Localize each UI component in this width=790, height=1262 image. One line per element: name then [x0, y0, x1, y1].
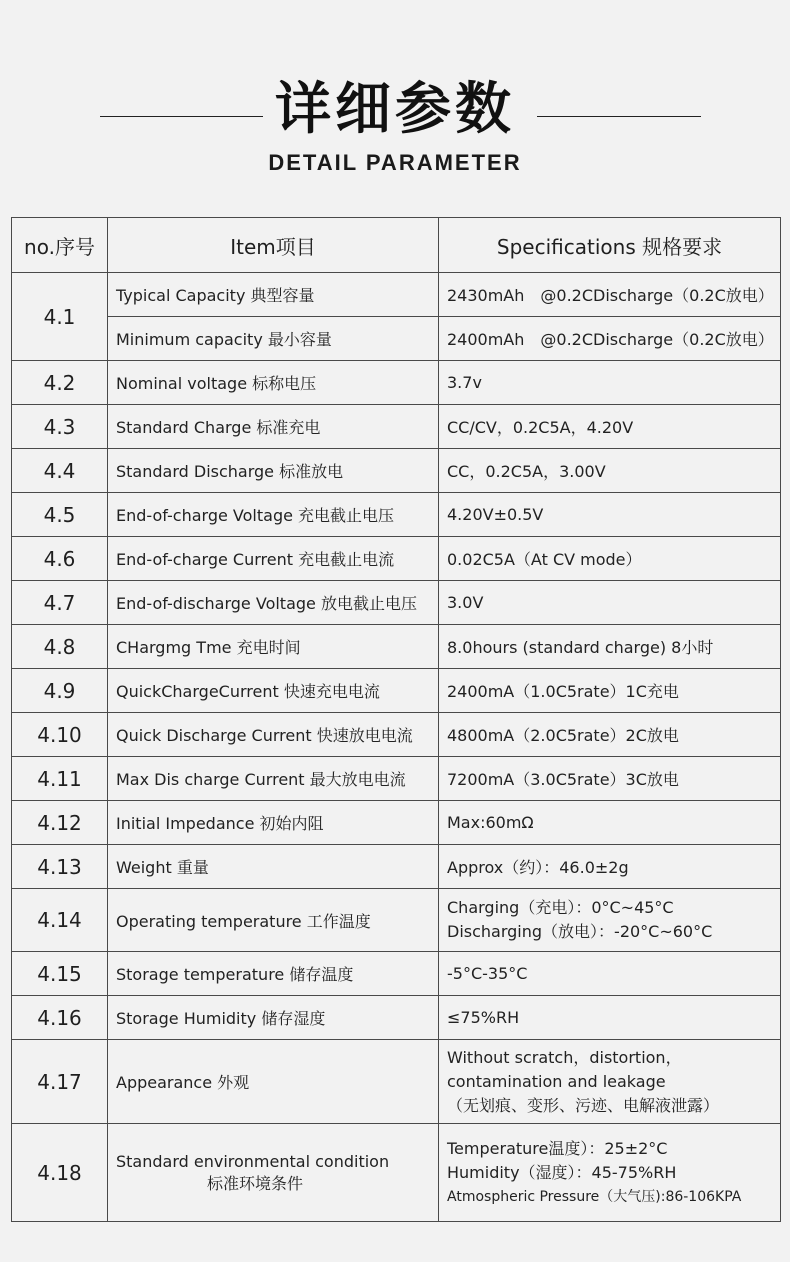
- header-divider-left: [100, 116, 263, 117]
- row-item: Initial Impedance 初始内阻: [108, 801, 439, 845]
- row-spec: Approx（约）：46.0±2g: [439, 845, 781, 889]
- row-item: Minimum capacity 最小容量: [108, 317, 439, 361]
- row-spec: CC，0.2C5A，3.00V: [439, 449, 781, 493]
- row-spec: CC/CV，0.2C5A，4.20V: [439, 405, 781, 449]
- specification-table: [11, 217, 781, 1222]
- row-spec: [439, 889, 781, 952]
- row-item: Storage temperature 储存温度: [108, 952, 439, 996]
- row-item: Appearance 外观: [108, 1040, 439, 1124]
- row-number: 4.17: [12, 1040, 108, 1124]
- table-row: [12, 757, 781, 801]
- spec-line: Discharging（放电）：-20°C~60°C: [447, 922, 713, 941]
- row-number: 4.7: [12, 581, 108, 625]
- table-row: [12, 493, 781, 537]
- row-number: 4.3: [12, 405, 108, 449]
- row-item: End-of-discharge Voltage 放电截止电压: [108, 581, 439, 625]
- row-spec: 7200mA（3.0C5rate）3C放电: [439, 757, 781, 801]
- row-item: Weight 重量: [108, 845, 439, 889]
- row-spec: 0.02C5A（At CV mode）: [439, 537, 781, 581]
- column-header-item: Item项目: [108, 218, 439, 273]
- table-row: [12, 889, 781, 952]
- row-spec: -5°C-35°C: [439, 952, 781, 996]
- table-row: [12, 581, 781, 625]
- row-number: 4.4: [12, 449, 108, 493]
- item-line: 标准环境条件: [206, 1173, 303, 1193]
- row-item: Typical Capacity 典型容量: [108, 273, 439, 317]
- row-item: Quick Discharge Current 快速放电电流: [108, 713, 439, 757]
- row-number: 4.2: [12, 361, 108, 405]
- row-number: 4.6: [12, 537, 108, 581]
- table-row: [12, 801, 781, 845]
- page-title-english: DETAIL PARAMETER: [268, 150, 522, 175]
- row-number: 4.10: [12, 713, 108, 757]
- spec-line: Without scratch，distortion，: [447, 1047, 682, 1067]
- row-number: 4.12: [12, 801, 108, 845]
- spec-line: （无划痕、变形、污迹、电解液泄露）: [447, 1095, 720, 1115]
- column-header-no: no.序号: [12, 218, 108, 273]
- row-spec: 3.0V: [439, 581, 781, 625]
- table-row: [12, 273, 781, 317]
- spec-line: Atmospheric Pressure（大气压):86-106KPA: [447, 1188, 742, 1205]
- row-spec: 3.7v: [439, 361, 781, 405]
- row-item: Max Dis charge Current 最大放电电流: [108, 757, 439, 801]
- table-row: [12, 713, 781, 757]
- row-number: 4.11: [12, 757, 108, 801]
- row-spec: 2400mA（1.0C5rate）1C充电: [439, 669, 781, 713]
- row-item: End-of-charge Current 充电截止电流: [108, 537, 439, 581]
- spec-line: Charging（充电）：0°C~45°C: [447, 898, 674, 917]
- row-number: 4.18: [12, 1124, 108, 1222]
- row-spec: 4.20V±0.5V: [439, 493, 781, 537]
- spec-line: Temperature温度）：25±2°C: [447, 1138, 668, 1158]
- row-number: 4.15: [12, 952, 108, 996]
- row-spec: 8.0hours (standard charge) 8小时: [439, 625, 781, 669]
- spec-line: Humidity（湿度）：45-75%RH: [447, 1162, 677, 1182]
- table-row: [12, 317, 781, 361]
- table-row: [12, 1124, 781, 1222]
- table-row: [12, 537, 781, 581]
- table-row: [12, 1040, 781, 1124]
- row-item: Operating temperature 工作温度: [108, 889, 439, 952]
- row-item: CHargmg Tme 充电时间: [108, 625, 439, 669]
- table-header-row: [12, 218, 781, 273]
- row-number: 4.14: [12, 889, 108, 952]
- row-item: Standard Charge 标准充电: [108, 405, 439, 449]
- row-spec: [439, 1124, 781, 1222]
- item-line: Standard environmental condition: [116, 1151, 390, 1171]
- spec-line: contamination and leakage: [447, 1071, 666, 1091]
- page-header: [0, 0, 790, 200]
- table-row: [12, 669, 781, 713]
- row-item: QuickChargeCurrent 快速充电电流: [108, 669, 439, 713]
- row-spec: 2400mAh @0.2CDischarge（0.2C放电）: [439, 317, 781, 361]
- row-item: Nominal voltage 标称电压: [108, 361, 439, 405]
- row-number: 4.1: [12, 273, 108, 361]
- row-number: 4.9: [12, 669, 108, 713]
- row-item: Storage Humidity 储存湿度: [108, 996, 439, 1040]
- row-spec: Max:60mΩ: [439, 801, 781, 845]
- row-spec: ≤75%RH: [439, 996, 781, 1040]
- table-row: [12, 361, 781, 405]
- row-item: End-of-charge Voltage 充电截止电压: [108, 493, 439, 537]
- table-row: [12, 996, 781, 1040]
- row-number: 4.5: [12, 493, 108, 537]
- table-row: [12, 405, 781, 449]
- row-item: Standard Discharge 标准放电: [108, 449, 439, 493]
- table-row: [12, 845, 781, 889]
- row-number: 4.13: [12, 845, 108, 889]
- row-number: 4.8: [12, 625, 108, 669]
- row-spec: 4800mA（2.0C5rate）2C放电: [439, 713, 781, 757]
- table-row: [12, 449, 781, 493]
- table-row: [12, 625, 781, 669]
- row-item: [108, 1124, 439, 1222]
- column-header-spec: Specifications 规格要求: [439, 218, 781, 273]
- header-divider-right: [537, 116, 701, 117]
- row-spec: [439, 1040, 781, 1124]
- table-row: [12, 952, 781, 996]
- row-spec: 2430mAh @0.2CDischarge（0.2C放电）: [439, 273, 781, 317]
- row-number: 4.16: [12, 996, 108, 1040]
- page-title-chinese: 详细参数: [275, 77, 515, 142]
